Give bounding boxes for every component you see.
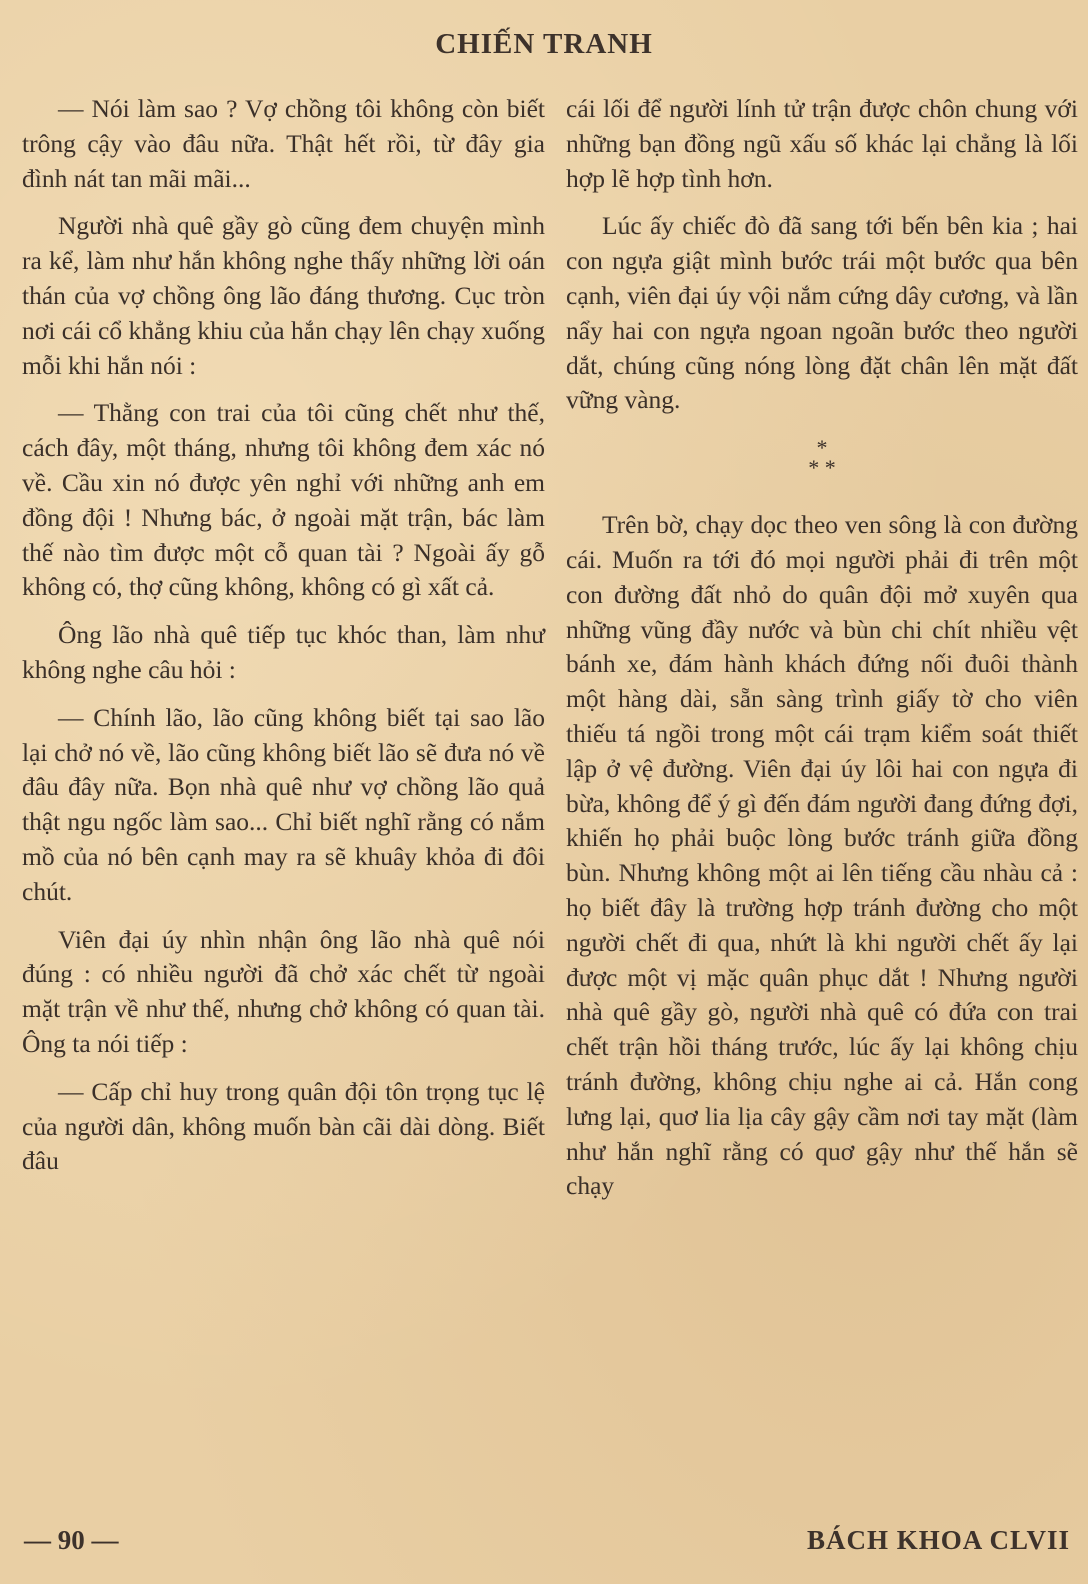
page-number: — 90 — [24, 1525, 119, 1555]
paragraph: cái lối để người lính tử trận được chôn chung với những bạn đồng ngũ xấu số khác lại chẳng là lối hợp lẽ hợp tình hơn. [566, 94, 1078, 193]
left-column [22, 92, 545, 1192]
separator-bottom-asterisks: * * [808, 455, 836, 481]
paragraph: — Cấp chỉ huy trong quân đội tôn trọng tục lệ của người dân, không muốn bàn cãi dài dòng. Biết đâu [22, 1076, 545, 1176]
paragraph: — Chính lão, lão cũng không biết tại sao lão lại chở nó về, lão cũng không biết lão sẽ đưa nó về đâu đây nữa. Bọn nhà quê như vợ chồng lão quả thật ngu ngốc làm sao... Chỉ biết nghĩ rằng có nắm mồ của nó bên cạnh may ra sẽ khuây khỏa đi đôi chút. [22, 702, 545, 906]
publication-name: BÁCH KHOA CLVII [806, 1525, 1070, 1555]
separator-top-asterisk: * [816, 435, 828, 461]
paragraph: Viên đại úy nhìn nhận ông lão nhà quê nói đúng : có nhiều người đã chở xác chết từ ngoài mặt trận về như thế, nhưng chở không có quan tài. Ông ta nói tiếp : [22, 924, 545, 1058]
paragraph: Người nhà quê gầy gò cũng đem chuyện mình ra kể, làm như hắn không nghe thấy những lời oán thán của vợ chồng ông lão đáng thương. Cục tròn nơi cái cổ khẳng khiu của hắn chạy lên chạy xuống mỗi khi hắn nói : [22, 211, 545, 380]
running-title: CHIẾN TRANH [435, 28, 653, 60]
section-separator [566, 435, 1078, 481]
paragraph: Ông lão nhà quê tiếp tục khóc than, làm như không nghe câu hỏi : [22, 620, 545, 684]
paragraph: Lúc ấy chiếc đò đã sang tới bến bên kia ; hai con ngựa giật mình bước trái một bước qua bên cạnh, viên đại úy vội nắm cứng dây cương, và lần nẩy hai con ngựa ngoan ngoãn bước theo người dắt, chúng cũng nóng lòng đặt chân lên mặt đất vững vàng. [566, 211, 1078, 415]
paragraph: Trên bờ, chạy dọc theo ven sông là con đường cái. Muốn ra tới đó mọi người phải đi trên một con đường đất nhỏ do quân đội mở xuyên qua những vũng đầy nước và bùn chi chít nhiều vệt bánh xe, đám hành khách đứng nối đuôi thành một hàng dài, sẵn sàng trình giấy tờ cho viên thiếu tá ngồi trong một cái trạm kiểm soát thiết lập ở vệ đường. Viên đại úy lôi hai con ngựa đi bừa, không để ý gì đến đám người đang đứng đợi, khiến họ phải buộc lòng bước tránh giữa đồng bùn. Nhưng không một ai lên tiếng cầu nhàu cả : họ biết đây là trường hợp tránh đường cho một người chết đi qua, nhứt là khi người chết ấy lại được một vị mặc quân phục dắt ! Nhưng người nhà quê gầy gò, người nhà quê có đứa con trai chết trận hồi tháng trước, lúc ấy lại không chịu tránh đường, không chịu nghe ai cả. Hắn cong lưng lại, quơ lia lịa cây gậy cầm nơi tay mặt (làm như hắn nghĩ rằng có quơ gậy như thế hắn sẽ chạy [566, 510, 1078, 1201]
paragraph: — Nói làm sao ? Vợ chồng tôi không còn biết trông cậy vào đâu nữa. Thật hết rồi, từ đây gia đình nát tan mãi mãi... [22, 94, 545, 193]
right-column [566, 92, 1078, 1217]
paragraph: — Thằng con trai của tôi cũng chết như thế, cách đây, một tháng, nhưng tôi không đem xác nó về. Cầu xin nó được yên nghỉ với những anh em đồng đội ! Nhưng bác, ở ngoài mặt trận, bác làm thế nào tìm được một cỗ quan tài ? Ngoài ấy gỗ không có, thợ cũng không, không có gì xất cả. [22, 398, 545, 602]
